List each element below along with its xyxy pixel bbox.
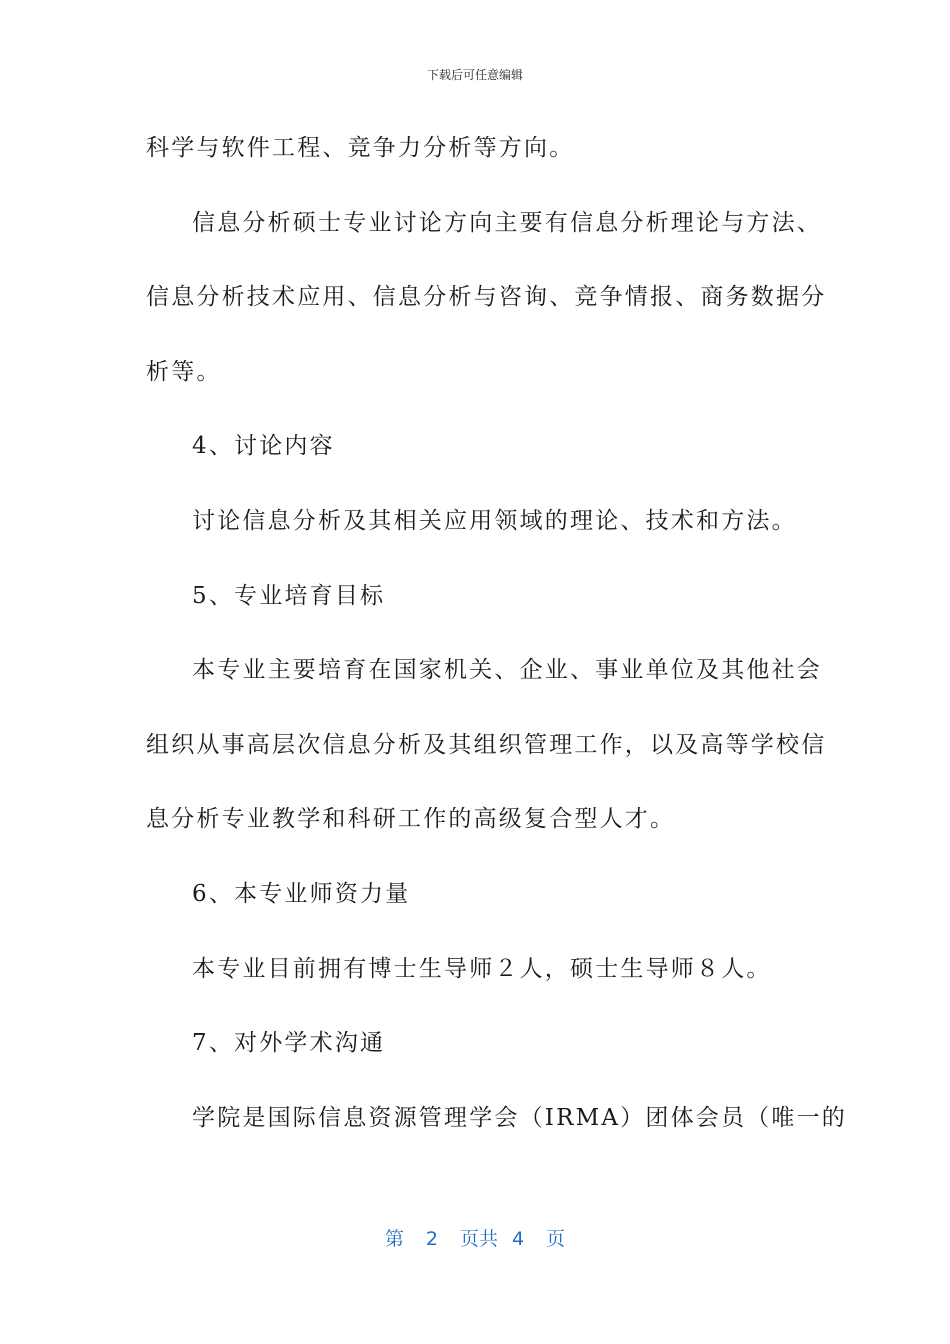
text-line: 组织从事高层次信息分析及其组织管理工作，以及高等学校信 xyxy=(146,731,827,758)
section-heading: 4、讨论内容 xyxy=(192,433,335,460)
page-header: 下载后可任意编辑 xyxy=(426,68,523,82)
page-prefix: 第 xyxy=(384,1228,404,1250)
current-page-number: 2 xyxy=(425,1228,438,1250)
text-line: 科学与软件工程、竞争力分析等方向。 xyxy=(146,135,575,161)
text-line: 本专业目前拥有博士生导师２人，硕士生导师８人。 xyxy=(192,955,772,982)
section-heading: 5、专业培育目标 xyxy=(192,582,386,609)
section-heading: 7、对外学术沟通 xyxy=(192,1030,386,1057)
text-line: 学院是国际信息资源管理学会（IRMA）团体会员（唯一的 xyxy=(192,1104,847,1131)
text-line: 息分析专业教学和科研工作的高级复合型人才。 xyxy=(146,806,676,833)
document-body xyxy=(146,118,847,1162)
text-line: 析等。 xyxy=(146,358,222,385)
text-line: 信息分析硕士专业讨论方向主要有信息分析理论与方法、 xyxy=(192,209,822,236)
section-heading: 6、本专业师资力量 xyxy=(192,880,411,907)
total-pages-number: 4 xyxy=(512,1228,525,1250)
page-number-footer xyxy=(0,1224,950,1251)
text-line: 信息分析技术应用、信息分析与咨询、竞争情报、商务数据分 xyxy=(146,284,827,311)
text-line: 讨论信息分析及其相关应用领域的理论、技术和方法。 xyxy=(192,507,797,534)
page-mid-label: 页共 xyxy=(459,1228,498,1250)
page-suffix: 页 xyxy=(546,1228,566,1250)
text-line: 本专业主要培育在国家机关、企业、事业单位及其他社会 xyxy=(192,657,822,684)
